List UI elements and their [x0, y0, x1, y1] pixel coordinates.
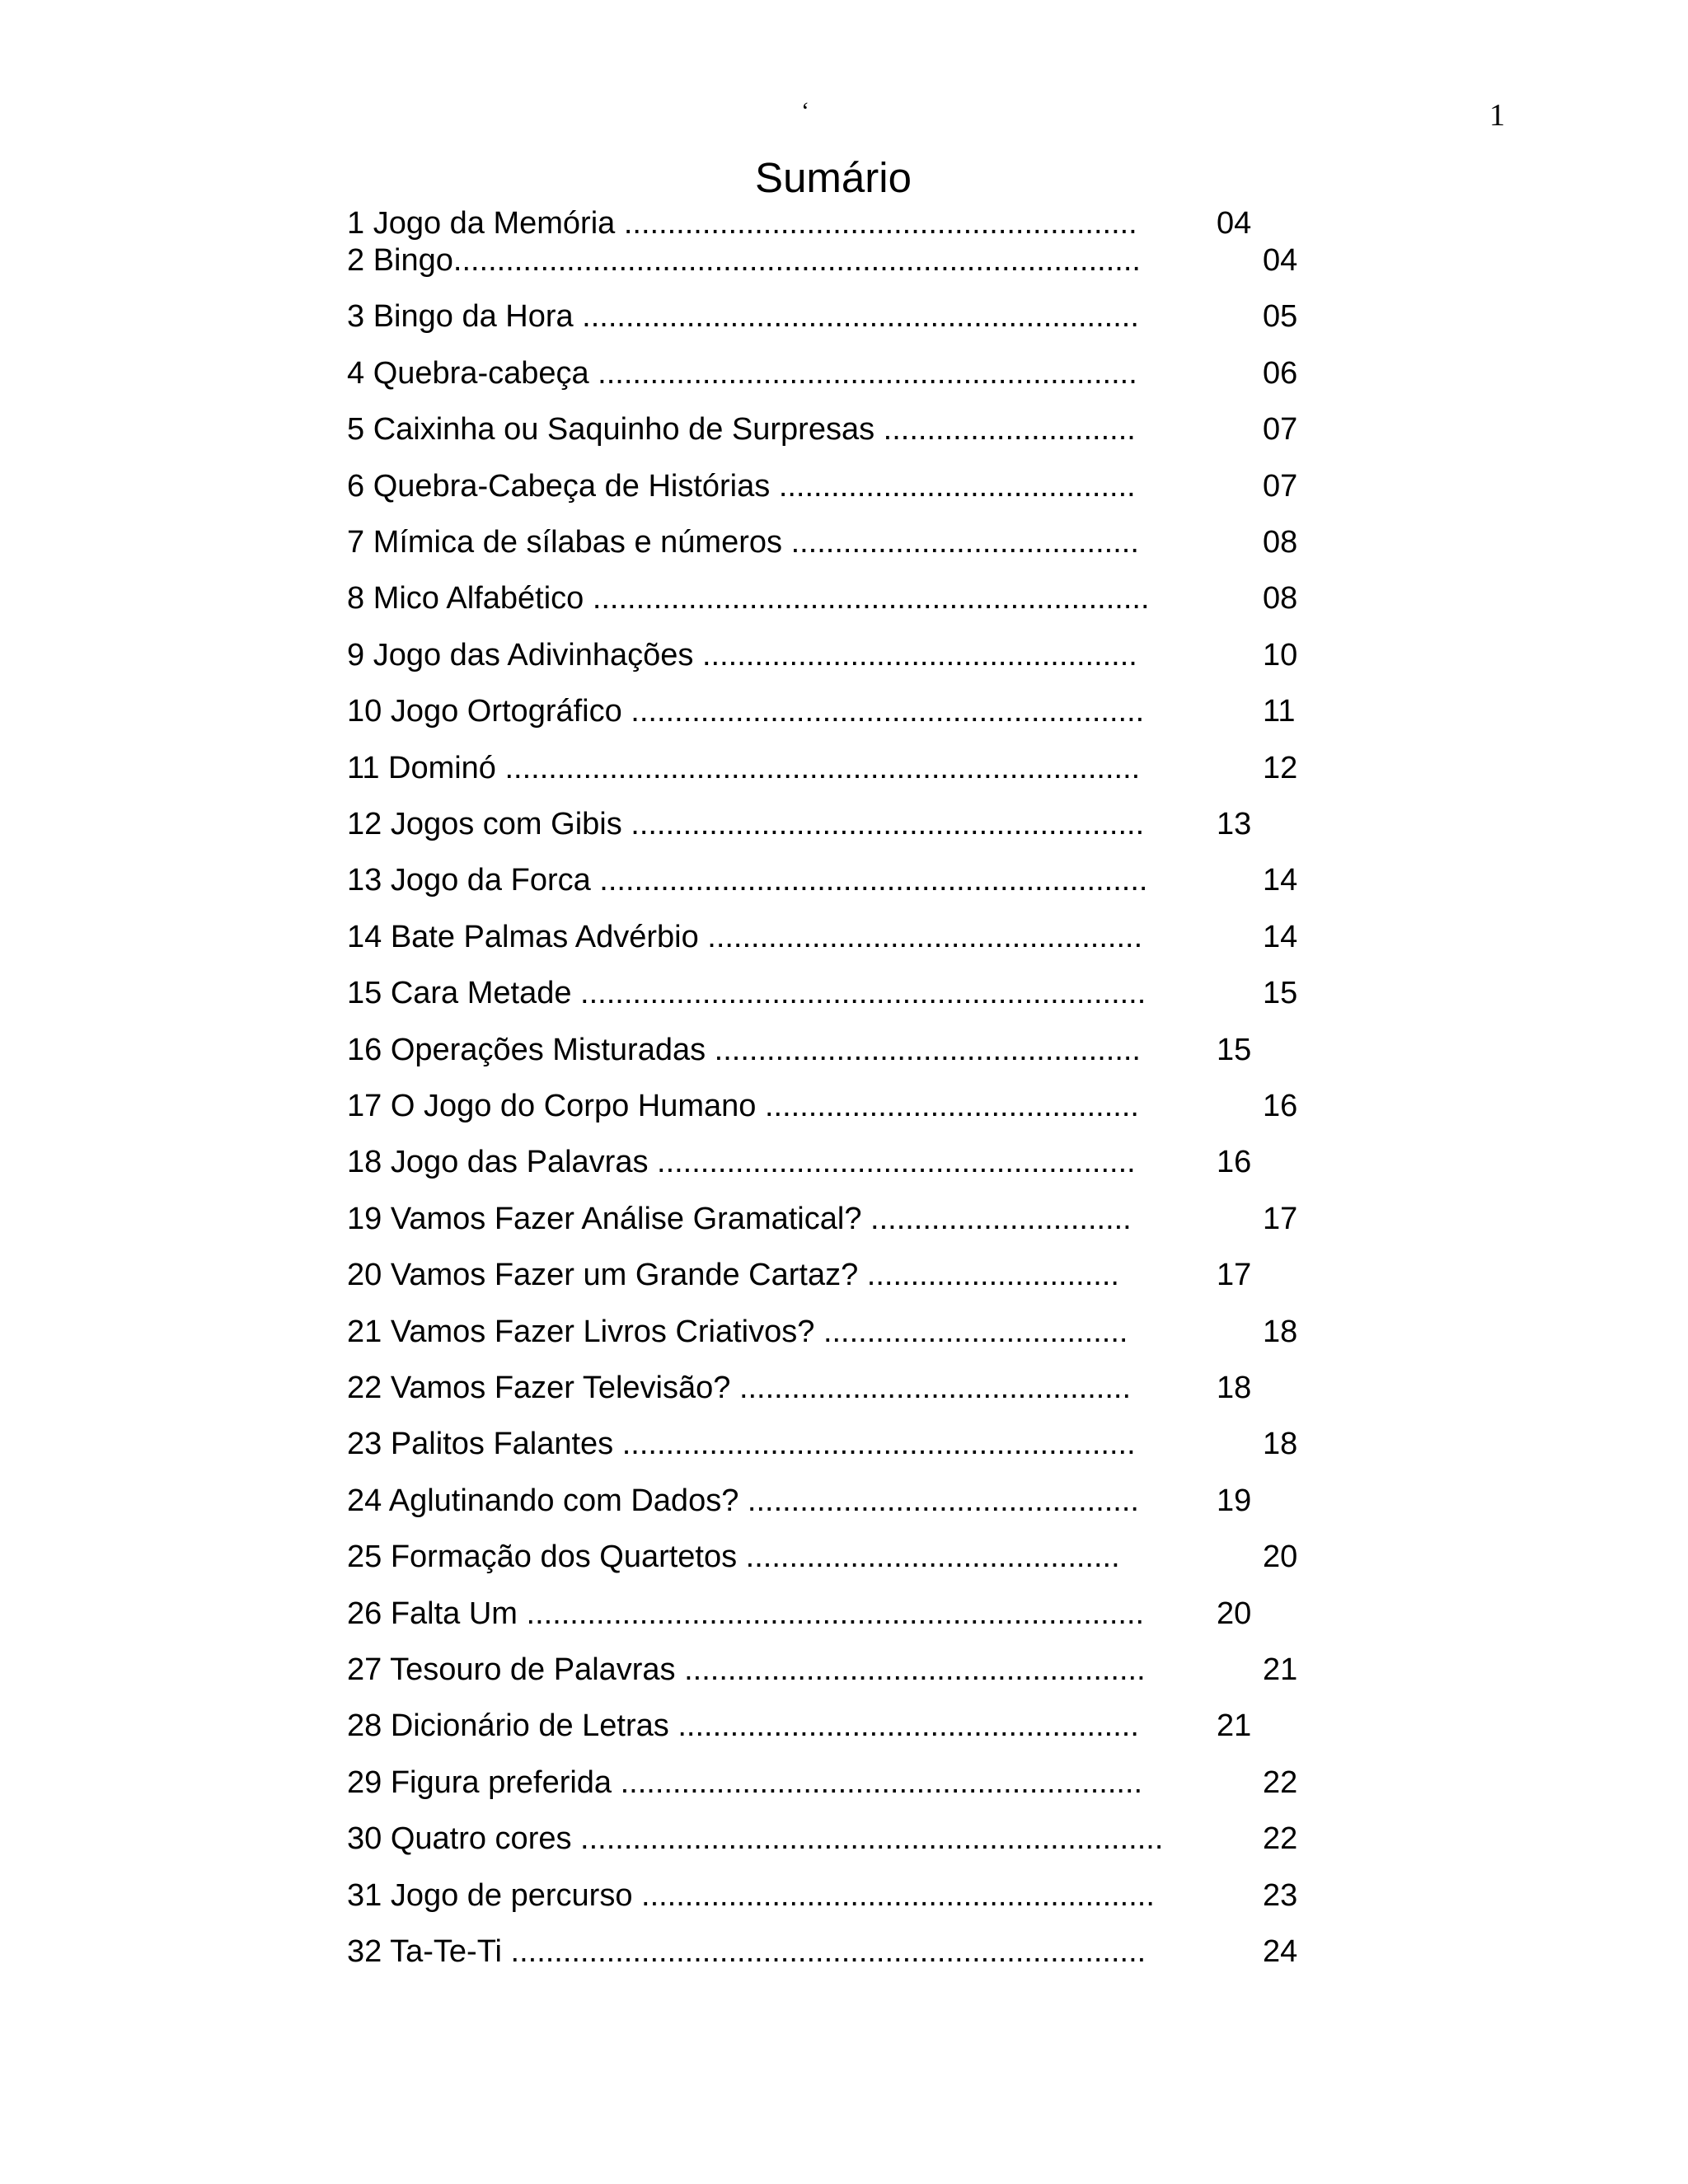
toc-entry [347, 1254, 1386, 1296]
toc-entry [347, 1931, 1386, 1972]
page-title: Sumário [755, 154, 912, 201]
toc-entry-page: 10 [1263, 637, 1298, 673]
toc-entry-title: 1 Jogo da Memória ........................................................... [347, 206, 1137, 241]
toc-entry-page: 24 [1263, 1934, 1298, 1969]
toc-entry-title: 21 Vamos Fazer Livros Criativos? ................................... [347, 1314, 1128, 1349]
toc-entry-title: 15 Cara Metade ................................................................. [347, 976, 1146, 1011]
toc-entry [347, 1536, 1386, 1577]
toc-entry-page: 23 [1263, 1877, 1298, 1913]
toc-entry-title: 3 Bingo da Hora ................................................................ [347, 299, 1139, 335]
toc-entry-page: 21 [1217, 1708, 1252, 1744]
header-mark: ‘ [801, 97, 809, 124]
toc-entry-page: 14 [1263, 919, 1298, 954]
toc-entry-page: 18 [1217, 1371, 1252, 1405]
toc-entry-page: 17 [1263, 1201, 1298, 1236]
toc-entry-page: 15 [1217, 1032, 1252, 1067]
toc-entry-page: 22 [1263, 1821, 1298, 1857]
toc-entry [347, 522, 1386, 563]
toc-entry-page: 19 [1217, 1483, 1252, 1518]
toc-entry [347, 353, 1386, 394]
toc-entry-title: 20 Vamos Fazer um Grande Cartaz? ............................. [347, 1258, 1119, 1293]
toc-entry [347, 972, 1386, 1014]
page-number: 1 [1489, 98, 1505, 133]
toc-entry-page: 08 [1263, 581, 1298, 616]
toc-entry-title: 25 Formação dos Quartetos ........................................... [347, 1540, 1120, 1575]
toc-entry-title: 28 Dicionário de Letras ..................................................... [347, 1708, 1139, 1744]
toc-entry [347, 203, 1386, 244]
toc-entry-title: 2 Bingo............................................................................... [347, 243, 1141, 278]
toc-entry-title: 18 Jogo das Palavras ....................................................... [347, 1145, 1136, 1180]
toc-entry-title: 4 Quebra-cabeça .............................................................. [347, 355, 1137, 391]
toc-entry-title: 5 Caixinha ou Saquinho de Surpresas ............................. [347, 412, 1136, 448]
toc-entry [347, 1705, 1386, 1746]
toc-entry-page: 06 [1263, 355, 1298, 391]
toc-entry [347, 578, 1386, 619]
toc-entry-title: 19 Vamos Fazer Análise Gramatical? .............................. [347, 1201, 1132, 1236]
toc-entry [347, 748, 1386, 789]
toc-entry-page: 17 [1217, 1258, 1252, 1293]
toc-entry-page: 07 [1263, 468, 1298, 504]
toc-entry-page: 05 [1263, 299, 1298, 335]
toc-entry-page: 18 [1263, 1314, 1298, 1349]
toc-entry [347, 1480, 1386, 1521]
toc-entry-page: 12 [1263, 750, 1298, 785]
toc-entry [347, 635, 1386, 676]
toc-entry [347, 409, 1386, 450]
toc-entry-title: 9 Jogo das Adivinhações .................................................. [347, 637, 1137, 673]
toc-entry [347, 804, 1386, 845]
toc-entry-title: 8 Mico Alfabético ................................................................ [347, 581, 1150, 616]
toc-entry-title: 30 Quatro cores ................................................................... [347, 1821, 1164, 1857]
toc-entry-page: 21 [1263, 1652, 1298, 1687]
toc-entry-title: 23 Palitos Falantes ........................................................... [347, 1427, 1136, 1462]
toc-entry [347, 1818, 1386, 1859]
toc-entry [347, 1198, 1386, 1240]
toc-entry-page: 04 [1263, 243, 1298, 278]
toc-entry-page: 16 [1217, 1145, 1252, 1180]
toc-entry-page: 11 [1263, 694, 1296, 729]
toc-entry-page: 08 [1263, 525, 1298, 560]
toc-entry-title: 26 Falta Um ....................................................................... [347, 1596, 1145, 1631]
toc-entry [347, 691, 1386, 732]
toc-entry-title: 22 Vamos Fazer Televisão? ............................................. [347, 1371, 1132, 1405]
toc-entry [347, 1367, 1386, 1408]
toc-entry-title: 29 Figura preferida ............................................................ [347, 1765, 1143, 1800]
toc-entry [347, 1649, 1386, 1690]
toc-entry-page: 20 [1263, 1540, 1298, 1575]
toc-entry-title: 32 Ta-Te-Ti ......................................................................... [347, 1934, 1146, 1969]
toc-entry-title: 6 Quebra-Cabeça de Histórias ......................................... [347, 468, 1136, 504]
toc-entry-title: 31 Jogo de percurso ........................................................... [347, 1877, 1155, 1913]
toc-entry-title: 17 O Jogo do Corpo Humano ........................................... [347, 1089, 1139, 1123]
toc-entry [347, 1762, 1386, 1803]
toc-entry [347, 1423, 1386, 1465]
toc-entry [347, 1311, 1386, 1352]
toc-entry-page: 14 [1263, 863, 1298, 898]
toc-entry [347, 916, 1386, 958]
toc-entry-title: 14 Bate Palmas Advérbio .................................................. [347, 919, 1143, 954]
toc-entry-title: 16 Operações Misturadas ................................................. [347, 1032, 1141, 1067]
toc-entry [347, 466, 1386, 507]
toc-entry [347, 1141, 1386, 1183]
toc-entry-title: 10 Jogo Ortográfico ........................................................... [347, 694, 1145, 729]
toc-entry-page: 22 [1263, 1765, 1298, 1800]
toc-entry-page: 18 [1263, 1427, 1298, 1462]
toc-entry-page: 15 [1263, 976, 1298, 1011]
toc-entry [347, 1875, 1386, 1916]
toc-entry-page: 20 [1217, 1596, 1252, 1631]
toc-entry [347, 1085, 1386, 1127]
toc-entry-page: 04 [1217, 206, 1252, 241]
toc-entry [347, 1029, 1386, 1071]
toc-entry [347, 860, 1386, 901]
toc-entry-title: 12 Jogos com Gibis ........................................................... [347, 807, 1145, 841]
toc-entry-title: 11 Dominó ......................................................................... [347, 750, 1141, 785]
toc-entry-page: 07 [1263, 412, 1298, 448]
toc-entry [347, 296, 1386, 337]
toc-entry-title: 7 Mímica de sílabas e números ........................................ [347, 525, 1139, 560]
toc-entry-title: 27 Tesouro de Palavras ..................................................... [347, 1652, 1146, 1687]
toc-entry-page: 16 [1263, 1089, 1298, 1123]
toc-entry-title: 13 Jogo da Forca ............................................................... [347, 863, 1148, 898]
toc-entry-title: 24 Aglutinando com Dados? ............................................. [347, 1483, 1139, 1518]
toc-entry [347, 1593, 1386, 1634]
toc-entry-page: 13 [1217, 807, 1252, 841]
toc-entry [347, 240, 1386, 281]
